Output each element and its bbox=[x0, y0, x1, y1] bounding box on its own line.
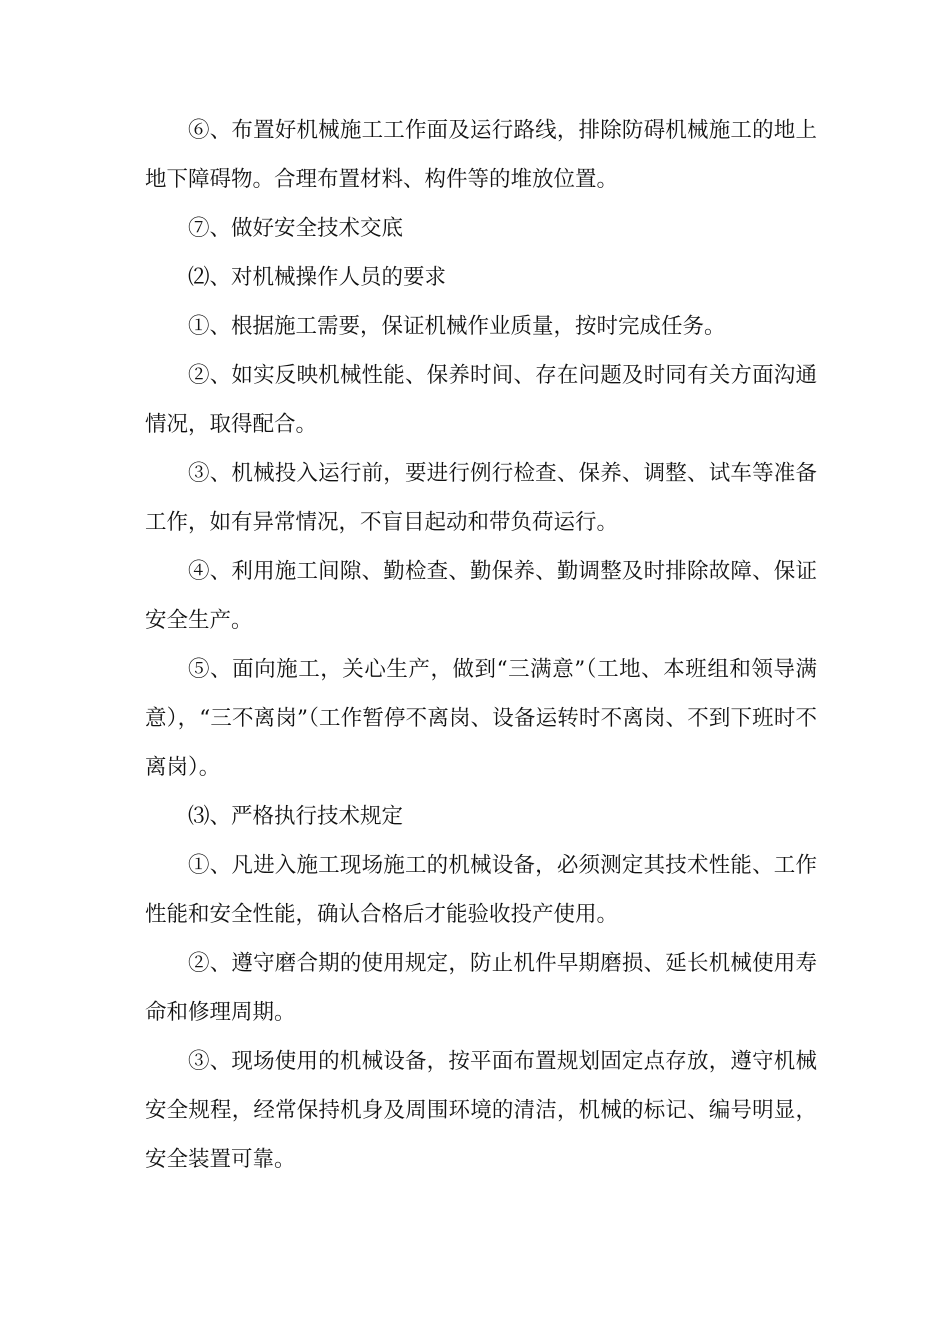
paragraph-item-2-break-in-period: ②、遵守磨合期的使用规定，防止机件早期磨损、延长机械使用寿命和修理周期。 bbox=[145, 951, 817, 1025]
section-heading-technical-rules: ⑶、严格执行技术规定 bbox=[188, 804, 404, 829]
paragraph-item-3-pre-run-checks: ③、机械投入运行前，要进行例行检查、保养、调整、试车等准备工作，如有异常情况，不盲目起动和带负荷运行。 bbox=[145, 461, 817, 535]
paragraph-item-6-layout: ⑥、布置好机械施工工作面及运行路线，排除防碍机械施工的地上地下障碍物。合理布置材料、构件等的堆放位置。 bbox=[145, 118, 817, 192]
paragraph-item-3-storage-safety: ③、现场使用的机械设备，按平面布置规划固定点存放，遵守机械安全规程，经常保持机身及周围环境的清洁，机械的标记、编号明显，安全装置可靠。 bbox=[145, 1049, 817, 1172]
paragraph-item-2-reporting: ②、如实反映机械性能、保养时间、存在问题及时同有关方面沟通情况，取得配合。 bbox=[145, 363, 817, 437]
paragraph-item-1-equipment-testing: ①、凡进入施工现场施工的机械设备，必须测定其技术性能、工作性能和安全性能，确认合格后才能验收投产使用。 bbox=[145, 853, 817, 927]
section-heading-operator-requirements: ⑵、对机械操作人员的要求 bbox=[188, 265, 447, 290]
paragraph-item-4-maintenance: ④、利用施工间隙、勤检查、勤保养、勤调整及时排除故障、保证安全生产。 bbox=[145, 559, 817, 633]
paragraph-item-7-safety-briefing: ⑦、做好安全技术交底 bbox=[188, 216, 404, 241]
paragraph-item-1-quality: ①、根据施工需要，保证机械作业质量，按时完成任务。 bbox=[188, 314, 726, 339]
paragraph-item-5-three-satisfactions: ⑤、面向施工，关心生产，做到“三满意”（工地、本班组和领导满意），“三不离岗”（工作暂停不离岗、设备运转时不离岗、不到下班时不离岗）。 bbox=[145, 657, 817, 780]
document-body bbox=[145, 106, 817, 1184]
